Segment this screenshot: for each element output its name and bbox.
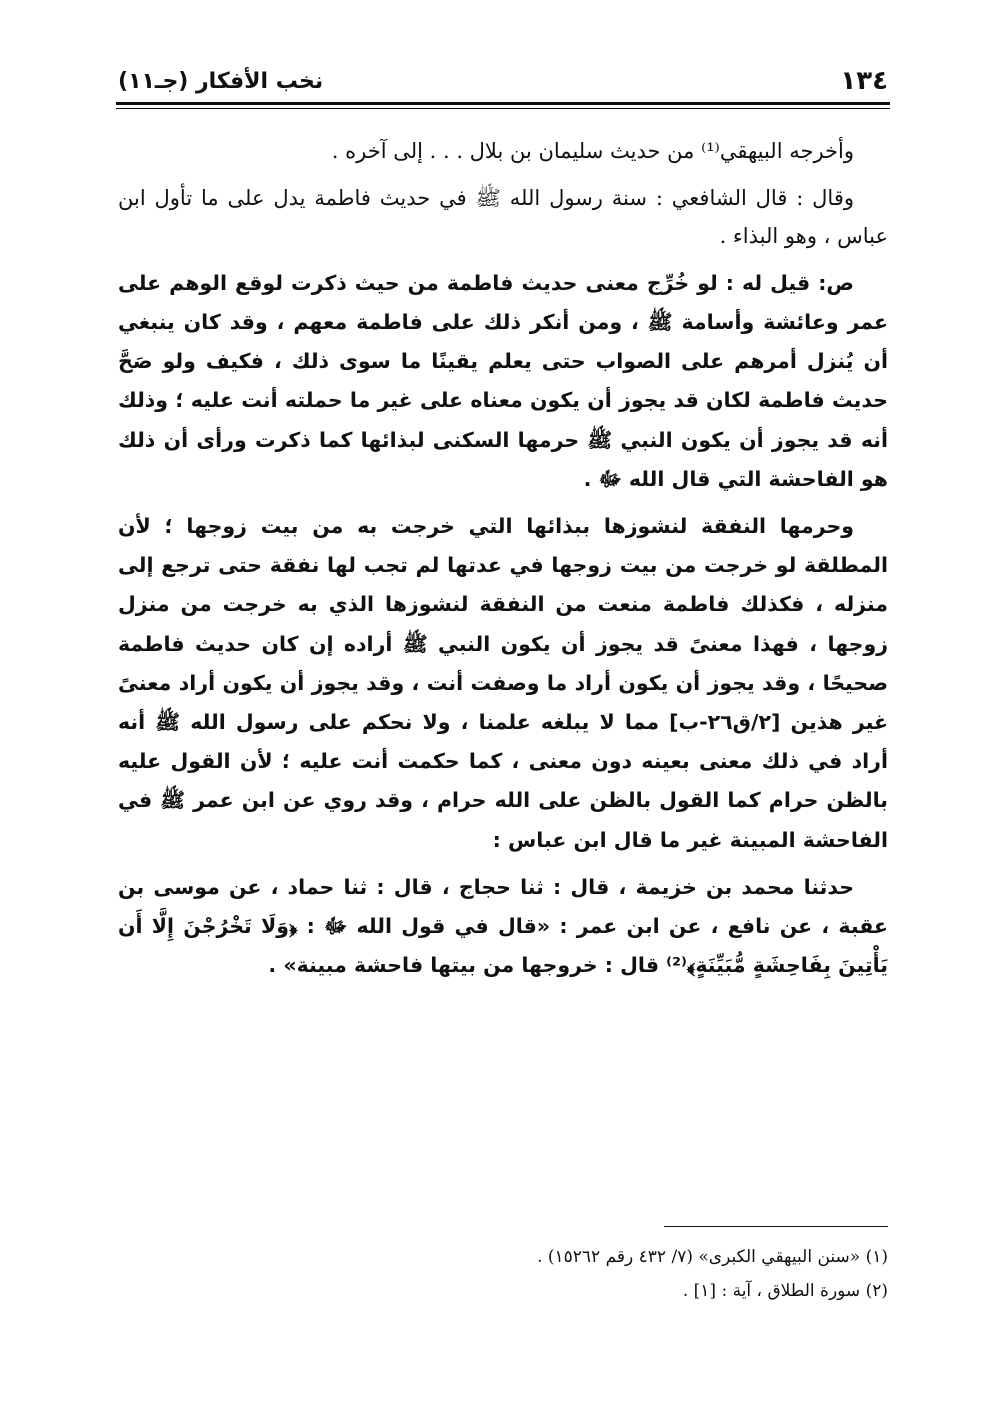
page-header — [118, 66, 888, 96]
footnotes — [118, 1240, 888, 1308]
footnote-2: (٢) سورة الطلاق ، آية : [١] . — [682, 1281, 888, 1301]
page-number: ١٣٤ — [840, 66, 888, 96]
section-marker: ص: — [818, 270, 854, 295]
header-rule-thick — [116, 102, 890, 105]
paragraph-text: وقال : قال الشافعي : سنة رسول الله ﷺ في حديث فاطمة يدل على ما تأول ابن عباس ، وهو البذاء . — [118, 185, 888, 249]
paragraph-5 — [118, 868, 888, 986]
footnote-separator — [664, 1226, 888, 1227]
paragraph-1 — [118, 132, 888, 171]
paragraph-text: وأخرجه البيهقي⁽¹⁾ من حديث سليمان بن بلال . . . إلى آخره . — [331, 139, 854, 163]
paragraph-4 — [118, 507, 888, 860]
running-title: نخب الأفكار (جـ١١) — [118, 68, 324, 94]
paragraph-3 — [118, 264, 888, 499]
paragraph-text: قيل له : لو خُرِّج معنى حديث فاطمة من حيث ذكرت لوقع الوهم على عمر وعائشة وأسامة ﷺ ، ومن أنكر ذلك على فاطمة معهم ، وقد كان ينبغي أن يُنزل أمرهم على الصواب حتى يعلم يقينًا ما سوى ذلك ، فكيف ولو صَحَّ حديث فاطمة لكان قد يجوز أن يكون معناه على غير ما حملته أنت عليه ؛ وذلك أنه قد يجوز أن يكون النبي ﷺ حرمها السكنى لبذائها كما ذكرت ورأى أن ذلك هو الفاحشة التي قال الله ﷻ . — [118, 270, 888, 491]
main-text — [118, 132, 888, 993]
paragraph-text: حدثنا محمد بن خزيمة ، قال : ثنا حجاج ، قال : ثنا حماد ، عن موسى بن عقبة ، عن نافع ، عن ابن عمر : «قال في قول الله ﷻ : ﴿وَلَا تَخْرُجْنَ إِلَّا أَن يَأْتِينَ بِفَاحِشَةٍ مُّبَيِّنَةٍ﴾⁽²⁾ قال : خروجها من بيتها فاحشة مبينة» . — [118, 874, 888, 978]
paragraph-2 — [118, 179, 888, 256]
paragraph-text: وحرمها النفقة لنشوزها ببذائها التي خرجت به من بيت زوجها ؛ لأن المطلقة لو خرجت من بيت زوجها في عدتها لم تجب لها نفقة حتى ترجع إلى منزله ، فكذلك فاطمة منعت من النفقة لنشوزها الذي به خرجت من منزل زوجها ، فهذا معنىً قد يجوز أن يكون النبي ﷺ أراده إن كان حديث فاطمة صحيحًا ، وقد يجوز أن يكون أراد ما وصفت أنت ، وقد يجوز أن يكون أراد معنىً غير هذين [٢/ق٢٦-ب] مما لا يبلغه علمنا ، ولا نحكم على رسول الله ﷺ أنه أراد في ذلك معنى بعينه دون معنى ، كما حكمت أنت عليه ؛ لأن القول عليه بالظن حرام كما القول بالظن على الله حرام ، وقد روي عن ابن عمر ﷺ في الفاحشة المبينة غير ما قال ابن عباس : — [118, 514, 888, 852]
header-rule-thin — [116, 108, 890, 109]
footnote-1: (١) «سنن البيهقي الكبرى» (٧/ ٤٣٢ رقم ١٥٢٦٢) . — [537, 1247, 888, 1267]
